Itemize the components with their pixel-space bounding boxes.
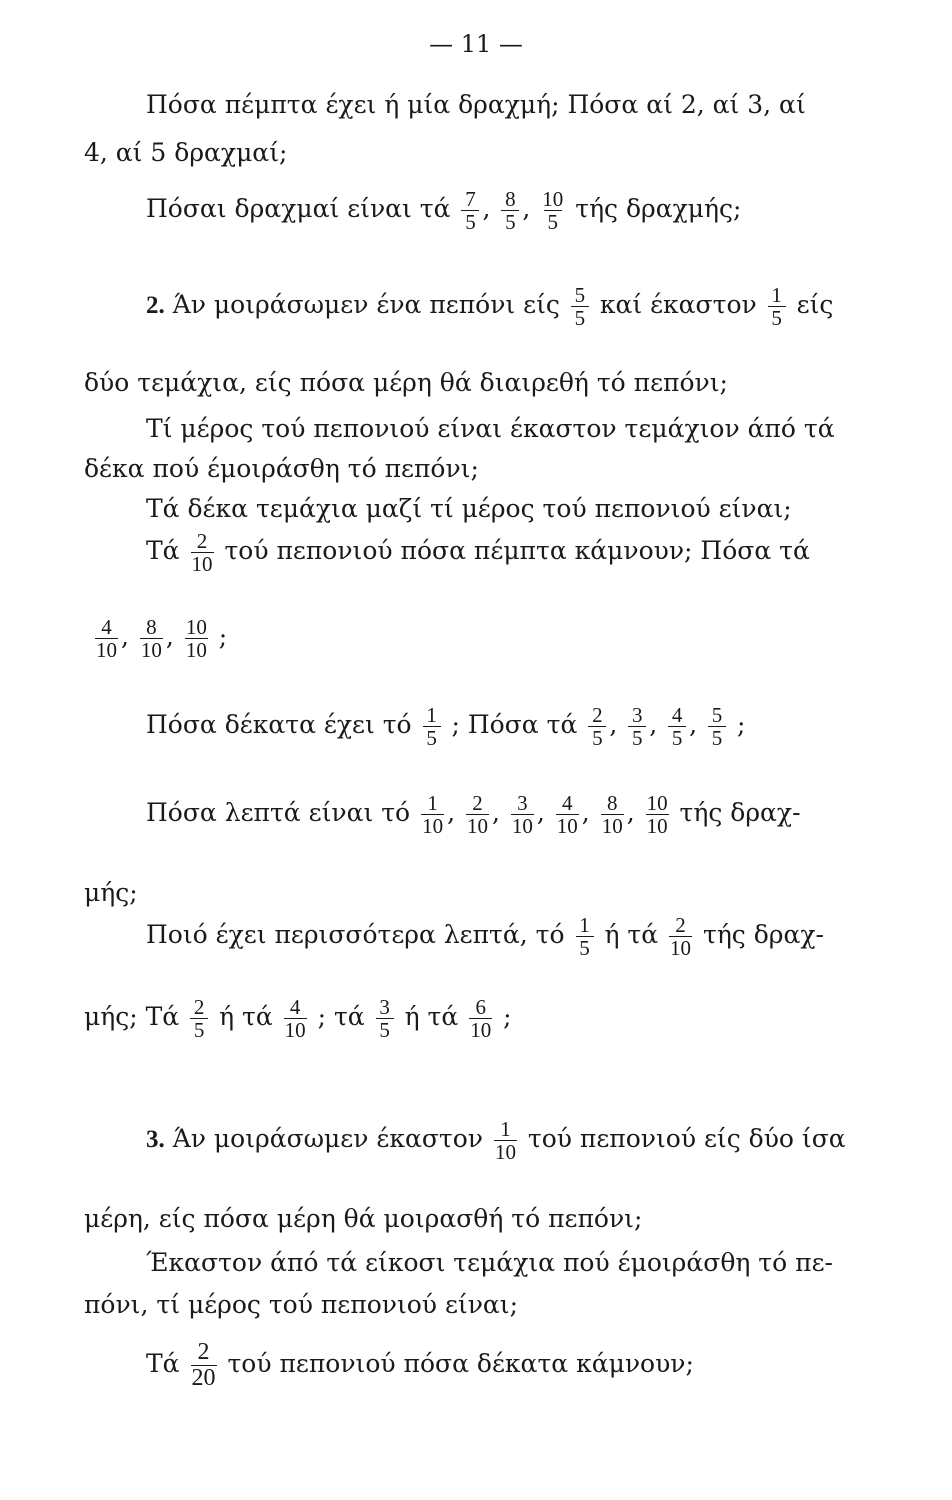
line-text: Ποιό έχει περισσότερα λεπτά, τό [146, 920, 565, 950]
punctuation: ; [503, 1002, 512, 1032]
fraction-denominator: 5 [708, 726, 726, 749]
line-text: μής; Τά [84, 1002, 180, 1032]
fraction-numerator: 1 [771, 283, 782, 307]
fraction-numerator: 4 [289, 995, 301, 1019]
fraction-denominator: 5 [576, 936, 594, 959]
line-text: ; Πόσα τά [451, 710, 578, 740]
text-line [146, 914, 824, 959]
line-text: Έκαστον άπό τά είκοσι τεμάχια πού έμοιράσθη τό πε- [146, 1248, 833, 1277]
punctuation: , [581, 798, 590, 828]
fraction [708, 704, 726, 749]
fraction [556, 792, 579, 837]
fraction-denominator: 5 [768, 306, 786, 329]
fraction [461, 188, 479, 233]
fraction-numerator: 10 [185, 615, 207, 639]
fraction-denominator: 5 [376, 1018, 394, 1041]
fraction [571, 284, 589, 329]
line-text: τής δραχ- [679, 798, 801, 828]
fraction [190, 996, 208, 1041]
punctuation: , [689, 710, 698, 740]
fraction [541, 188, 564, 233]
fraction-denominator: 10 [466, 814, 488, 839]
fraction [646, 792, 669, 837]
fraction-denominator: 10 [511, 814, 533, 839]
line-text: πόνι, τί μέρος τού πεπονιού είναι; [84, 1290, 518, 1319]
line-text: δύο τεμάχια, είς πόσα μέρη θά διαιρεθή τό πεπόνι; [84, 368, 728, 397]
punctuation: , [609, 710, 618, 740]
fraction-numerator: 1 [426, 703, 437, 727]
line-text: ή τά [219, 1002, 273, 1032]
fraction [588, 704, 606, 749]
fraction [628, 704, 646, 749]
fraction-denominator: 10 [185, 638, 207, 663]
punctuation: , [121, 622, 129, 652]
punctuation: , [482, 194, 491, 224]
fraction-numerator: 2 [592, 703, 603, 727]
fraction-denominator: 10 [470, 1018, 492, 1043]
fraction-denominator: 5 [461, 210, 479, 233]
fraction-denominator: 10 [191, 552, 213, 577]
punctuation: , [491, 798, 500, 828]
text-line [146, 1118, 846, 1163]
fraction [284, 996, 307, 1041]
fraction-numerator: 2 [472, 791, 483, 815]
line-text: Πόσα δέκατα έχει τό [146, 710, 412, 740]
fraction [466, 792, 489, 837]
fraction-numerator: 6 [475, 995, 486, 1019]
line-text: Τί μέρος τού πεπονιού είναι έκαστον τεμάχιον άπό τά [146, 414, 835, 443]
fraction-numerator: 1 [579, 913, 590, 937]
fraction-numerator: 2 [675, 913, 686, 937]
text-line [84, 456, 479, 481]
punctuation: , [522, 194, 531, 224]
text-line [146, 188, 741, 233]
fraction-numerator: 5 [711, 703, 723, 727]
fraction-denominator: 20 [191, 1365, 216, 1392]
line-text: τού πεπονιού πόσα πέμπτα κάμνουν; Πόσα τά [224, 536, 810, 566]
line-text: 4, αί 5 δραχμαί; [84, 138, 288, 167]
fraction-numerator: 1 [500, 1117, 511, 1141]
fraction-denominator: 5 [190, 1018, 208, 1041]
fraction-denominator: 10 [670, 936, 692, 961]
line-text: τής δραχμής; [575, 194, 742, 224]
page-number: — 11 — [429, 30, 523, 58]
fraction-denominator: 10 [140, 638, 162, 663]
fraction [494, 1118, 517, 1163]
text-line [84, 370, 728, 395]
fraction [376, 996, 394, 1041]
text-line [84, 1292, 518, 1317]
fraction [469, 996, 492, 1041]
text-line [146, 416, 835, 441]
fraction-denominator: 5 [668, 726, 686, 749]
text-line [84, 140, 287, 165]
fraction-numerator: 5 [574, 283, 586, 307]
fraction [601, 792, 624, 837]
punctuation: ; [736, 710, 746, 740]
section-number: 3. [146, 1126, 165, 1154]
line-text: τού πεπονιού είς δύο ίσα [527, 1124, 846, 1154]
line-text: Πόσα πέμπτα έχει ή μία δραχμή; Πόσα αί 2, αί 3, αί [146, 90, 806, 119]
fraction [768, 284, 786, 329]
line-text: καί έκαστον [599, 290, 757, 320]
punctuation: , [626, 798, 635, 828]
fraction [95, 616, 118, 661]
text-line [146, 792, 801, 837]
fraction-numerator: 2 [197, 1339, 210, 1365]
fraction [668, 704, 686, 749]
text-line [84, 880, 138, 905]
text-line [84, 996, 512, 1041]
text-line [146, 704, 745, 749]
section-number: 2. [146, 292, 165, 320]
fraction [576, 914, 594, 959]
fraction-numerator: 3 [379, 995, 390, 1019]
fraction [185, 616, 208, 661]
text-line [146, 496, 792, 521]
fraction-denominator: 10 [646, 814, 668, 839]
line-text: ή τά [604, 920, 659, 950]
fraction-denominator: 10 [422, 814, 444, 839]
fraction-denominator: 5 [423, 726, 441, 749]
line-text: Άν μοιράσωμεν έκαστον [172, 1124, 483, 1154]
fraction-denominator: 5 [628, 726, 646, 749]
line-text: είς [796, 290, 834, 320]
fraction-numerator: 7 [465, 187, 476, 211]
fraction-numerator: 3 [517, 791, 528, 815]
line-text: Πόσαι δραχμαί είναι τά [146, 194, 451, 224]
fraction-denominator: 5 [571, 306, 589, 329]
text-line [146, 92, 806, 117]
punctuation: , [536, 798, 545, 828]
punctuation: ; [218, 622, 228, 652]
text-line [146, 284, 833, 329]
text-line [146, 1250, 833, 1275]
fraction-numerator: 1 [427, 791, 438, 815]
line-text: Πόσα λεπτά είναι τό [146, 798, 411, 828]
fraction [511, 792, 534, 837]
fraction-numerator: 2 [196, 529, 208, 553]
fraction-numerator: 8 [606, 791, 618, 815]
fraction-denominator: 10 [556, 814, 578, 839]
fraction-denominator: 10 [494, 1140, 516, 1165]
fraction-numerator: 2 [193, 995, 205, 1019]
fraction [669, 914, 692, 959]
fraction-numerator: 10 [542, 187, 564, 211]
fraction-denominator: 10 [96, 638, 117, 663]
fraction-denominator: 5 [501, 210, 519, 233]
line-text: Τά [146, 536, 180, 566]
fraction-denominator: 10 [601, 814, 623, 839]
line-text: μής; [84, 878, 138, 907]
fraction [191, 1340, 217, 1391]
fraction-numerator: 8 [505, 187, 516, 211]
fraction [140, 616, 163, 661]
fraction [501, 188, 519, 233]
fraction-numerator: 4 [562, 791, 573, 815]
fraction-numerator: 4 [101, 615, 112, 639]
fraction [421, 792, 444, 837]
line-text: τού πεπονιού πόσα δέκατα κάμνουν; [227, 1349, 694, 1379]
line-text: ; τά [317, 1002, 365, 1032]
line-text: Τά [146, 1349, 180, 1379]
fraction [423, 704, 441, 749]
fraction-denominator: 10 [284, 1018, 306, 1043]
line-text: τής δραχ- [703, 920, 824, 950]
fraction-numerator: 3 [631, 703, 643, 727]
punctuation: , [649, 710, 658, 740]
text-line [92, 616, 227, 661]
line-text: δέκα πού έμοιράσθη τό πεπόνι; [84, 454, 479, 483]
fraction-denominator: 5 [544, 210, 562, 233]
fraction-numerator: 10 [646, 791, 668, 815]
fraction-denominator: 5 [588, 726, 606, 749]
text-line [146, 530, 810, 575]
punctuation: , [447, 798, 456, 828]
text-line [84, 1206, 642, 1231]
line-text: ή τά [404, 1002, 459, 1032]
line-text: Τά δέκα τεμάχια μαζί τί μέρος τού πεπονιού είναι; [146, 494, 792, 523]
fraction-numerator: 4 [671, 703, 683, 727]
fraction [191, 530, 214, 575]
text-line [146, 1340, 694, 1391]
line-text: Άν μοιράσωμεν ένα πεπόνι είς [172, 290, 560, 320]
line-text: μέρη, είς πόσα μέρη θά μοιρασθή τό πεπόνι; [84, 1204, 643, 1233]
fraction-numerator: 8 [146, 615, 157, 639]
punctuation: , [165, 622, 174, 652]
